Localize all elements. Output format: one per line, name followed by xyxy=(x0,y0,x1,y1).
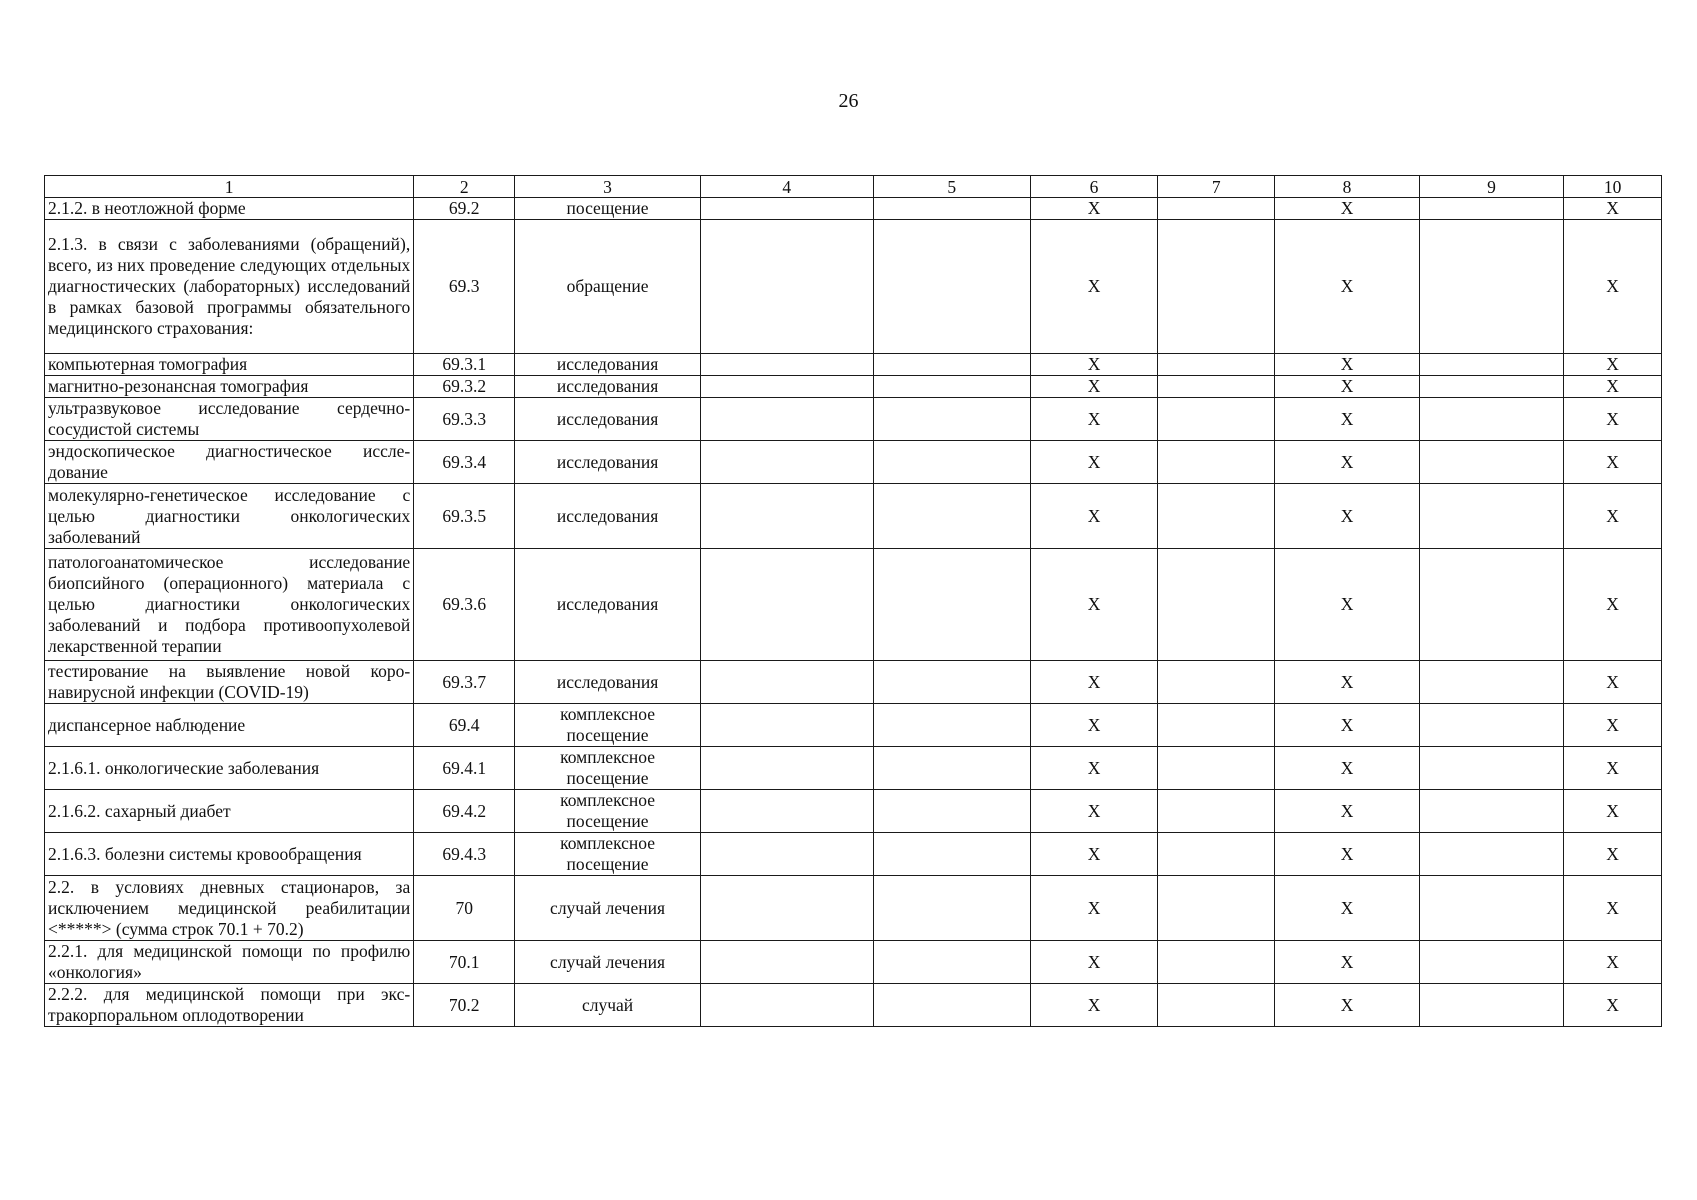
table-row xyxy=(45,441,1662,484)
col5-cell xyxy=(873,484,1030,549)
row-name-cell: молекулярно-генетическое исследование с целью диагностики онкологических заболеваний xyxy=(45,484,414,549)
col6-mark-cell: X xyxy=(1031,198,1158,220)
col5-cell xyxy=(873,790,1030,833)
col9-cell xyxy=(1419,941,1563,984)
col10-mark-cell: X xyxy=(1564,661,1662,704)
col8-mark-cell: X xyxy=(1275,790,1419,833)
col7-cell xyxy=(1158,747,1275,790)
row-code-cell: 69.3.1 xyxy=(414,354,515,376)
page-number: 26 xyxy=(838,90,859,112)
col9-cell xyxy=(1419,354,1563,376)
col7-cell xyxy=(1158,661,1275,704)
col4-cell xyxy=(700,354,873,376)
data-table xyxy=(44,175,1662,1027)
col5-cell xyxy=(873,376,1030,398)
col4-cell xyxy=(700,876,873,941)
row-name-cell: ультразвуковое исследование сердечно-сосудистой системы xyxy=(45,398,414,441)
col5-cell xyxy=(873,747,1030,790)
col4-cell xyxy=(700,441,873,484)
col8-mark-cell: X xyxy=(1275,704,1419,747)
row-code-cell: 69.3.5 xyxy=(414,484,515,549)
col10-mark-cell: X xyxy=(1564,354,1662,376)
col4-cell xyxy=(700,220,873,354)
col4-cell xyxy=(700,941,873,984)
col7-cell xyxy=(1158,484,1275,549)
col9-cell xyxy=(1419,661,1563,704)
col7-cell xyxy=(1158,376,1275,398)
col6-mark-cell: X xyxy=(1031,661,1158,704)
col10-mark-cell: X xyxy=(1564,790,1662,833)
table-row xyxy=(45,198,1662,220)
col7-cell xyxy=(1158,941,1275,984)
col9-cell xyxy=(1419,220,1563,354)
table-row xyxy=(45,704,1662,747)
col6-mark-cell: X xyxy=(1031,549,1158,661)
table-row xyxy=(45,354,1662,376)
column-header: 10 xyxy=(1564,176,1662,198)
col8-mark-cell: X xyxy=(1275,941,1419,984)
col5-cell xyxy=(873,876,1030,941)
table-row xyxy=(45,747,1662,790)
col7-cell xyxy=(1158,441,1275,484)
row-unit-cell: комплексное посещение xyxy=(515,747,701,790)
col8-mark-cell: X xyxy=(1275,661,1419,704)
col7-cell xyxy=(1158,704,1275,747)
column-header: 6 xyxy=(1031,176,1158,198)
row-code-cell: 69.4.1 xyxy=(414,747,515,790)
col5-cell xyxy=(873,661,1030,704)
col10-mark-cell: X xyxy=(1564,833,1662,876)
col5-cell xyxy=(873,833,1030,876)
col4-cell xyxy=(700,376,873,398)
column-header: 8 xyxy=(1275,176,1419,198)
row-name-cell: компьютерная томография xyxy=(45,354,414,376)
col10-mark-cell: X xyxy=(1564,398,1662,441)
col4-cell xyxy=(700,747,873,790)
col5-cell xyxy=(873,354,1030,376)
col7-cell xyxy=(1158,984,1275,1027)
row-name-cell: 2.1.2. в неотложной форме xyxy=(45,198,414,220)
col5-cell xyxy=(873,704,1030,747)
row-code-cell: 70 xyxy=(414,876,515,941)
col10-mark-cell: X xyxy=(1564,876,1662,941)
col5-cell xyxy=(873,984,1030,1027)
col6-mark-cell: X xyxy=(1031,941,1158,984)
column-header: 2 xyxy=(414,176,515,198)
col9-cell xyxy=(1419,398,1563,441)
row-name-cell: 2.2.1. для медицинской помощи по профилю «онкология» xyxy=(45,941,414,984)
table-row xyxy=(45,484,1662,549)
col6-mark-cell: X xyxy=(1031,484,1158,549)
row-unit-cell: комплексное посещение xyxy=(515,833,701,876)
row-name-cell: патологоанатомическое исследование биопсийного (операционного) материала с целью диагностики онкологических заболеваний и подбора противоопухолевой лекарственной терапии xyxy=(45,549,414,661)
column-header: 1 xyxy=(45,176,414,198)
col5-cell xyxy=(873,549,1030,661)
col10-mark-cell: X xyxy=(1564,198,1662,220)
col6-mark-cell: X xyxy=(1031,441,1158,484)
column-header: 5 xyxy=(873,176,1030,198)
col9-cell xyxy=(1419,747,1563,790)
col8-mark-cell: X xyxy=(1275,220,1419,354)
row-name-cell: тестирование на выявление новой коронавирусной инфекции (COVID-19) xyxy=(45,661,414,704)
row-unit-cell: исследования xyxy=(515,484,701,549)
row-name-cell: эндоскопическое диагностическое исследование xyxy=(45,441,414,484)
row-unit-cell: комплексное посещение xyxy=(515,704,701,747)
table-row xyxy=(45,876,1662,941)
col8-mark-cell: X xyxy=(1275,198,1419,220)
column-number-row xyxy=(45,176,1662,198)
column-header: 4 xyxy=(700,176,873,198)
row-unit-cell: обращение xyxy=(515,220,701,354)
col6-mark-cell: X xyxy=(1031,833,1158,876)
col7-cell xyxy=(1158,398,1275,441)
col8-mark-cell: X xyxy=(1275,876,1419,941)
column-header: 7 xyxy=(1158,176,1275,198)
table-row xyxy=(45,376,1662,398)
row-unit-cell: случай лечения xyxy=(515,941,701,984)
row-code-cell: 69.2 xyxy=(414,198,515,220)
col6-mark-cell: X xyxy=(1031,704,1158,747)
row-name-cell: 2.1.6.3. болезни системы кровообращения xyxy=(45,833,414,876)
col4-cell xyxy=(700,704,873,747)
row-code-cell: 69.3 xyxy=(414,220,515,354)
col8-mark-cell: X xyxy=(1275,376,1419,398)
row-code-cell: 70.2 xyxy=(414,984,515,1027)
row-unit-cell: случай xyxy=(515,984,701,1027)
col6-mark-cell: X xyxy=(1031,984,1158,1027)
col10-mark-cell: X xyxy=(1564,441,1662,484)
col5-cell xyxy=(873,220,1030,354)
col8-mark-cell: X xyxy=(1275,484,1419,549)
table-row xyxy=(45,549,1662,661)
col8-mark-cell: X xyxy=(1275,441,1419,484)
row-unit-cell: посещение xyxy=(515,198,701,220)
col5-cell xyxy=(873,941,1030,984)
col9-cell xyxy=(1419,441,1563,484)
row-code-cell: 70.1 xyxy=(414,941,515,984)
col5-cell xyxy=(873,441,1030,484)
col4-cell xyxy=(700,833,873,876)
row-unit-cell: исследования xyxy=(515,441,701,484)
column-header: 3 xyxy=(515,176,701,198)
table-row xyxy=(45,984,1662,1027)
col8-mark-cell: X xyxy=(1275,398,1419,441)
row-code-cell: 69.3.3 xyxy=(414,398,515,441)
col8-mark-cell: X xyxy=(1275,354,1419,376)
col4-cell xyxy=(700,984,873,1027)
row-name-cell: магнитно-резонансная томография xyxy=(45,376,414,398)
col9-cell xyxy=(1419,376,1563,398)
table-row xyxy=(45,398,1662,441)
col7-cell xyxy=(1158,220,1275,354)
row-name-cell: 2.1.6.1. онкологические заболевания xyxy=(45,747,414,790)
col5-cell xyxy=(873,398,1030,441)
col7-cell xyxy=(1158,549,1275,661)
col9-cell xyxy=(1419,876,1563,941)
col5-cell xyxy=(873,198,1030,220)
table-row xyxy=(45,833,1662,876)
col4-cell xyxy=(700,398,873,441)
col4-cell xyxy=(700,790,873,833)
column-header: 9 xyxy=(1419,176,1563,198)
col4-cell xyxy=(700,549,873,661)
row-name-cell: 2.2.2. для медицинской помощи при экстракорпоральном оплодотворении xyxy=(45,984,414,1027)
col10-mark-cell: X xyxy=(1564,704,1662,747)
col6-mark-cell: X xyxy=(1031,220,1158,354)
col10-mark-cell: X xyxy=(1564,220,1662,354)
col4-cell xyxy=(700,484,873,549)
col10-mark-cell: X xyxy=(1564,376,1662,398)
row-unit-cell: исследования xyxy=(515,549,701,661)
col10-mark-cell: X xyxy=(1564,941,1662,984)
col7-cell xyxy=(1158,790,1275,833)
col4-cell xyxy=(700,198,873,220)
col9-cell xyxy=(1419,790,1563,833)
row-code-cell: 69.3.4 xyxy=(414,441,515,484)
row-code-cell: 69.4.3 xyxy=(414,833,515,876)
col8-mark-cell: X xyxy=(1275,833,1419,876)
row-unit-cell: исследования xyxy=(515,398,701,441)
col6-mark-cell: X xyxy=(1031,790,1158,833)
table-row xyxy=(45,661,1662,704)
col10-mark-cell: X xyxy=(1564,984,1662,1027)
row-unit-cell: случай лечения xyxy=(515,876,701,941)
table-row xyxy=(45,941,1662,984)
col8-mark-cell: X xyxy=(1275,984,1419,1027)
col7-cell xyxy=(1158,833,1275,876)
table-row xyxy=(45,220,1662,354)
col4-cell xyxy=(700,661,873,704)
row-name-cell: диспансерное наблюдение xyxy=(45,704,414,747)
row-unit-cell: исследования xyxy=(515,354,701,376)
col9-cell xyxy=(1419,484,1563,549)
col6-mark-cell: X xyxy=(1031,398,1158,441)
col9-cell xyxy=(1419,198,1563,220)
col9-cell xyxy=(1419,984,1563,1027)
col8-mark-cell: X xyxy=(1275,747,1419,790)
row-name-cell: 2.1.6.2. сахарный диабет xyxy=(45,790,414,833)
row-code-cell: 69.4.2 xyxy=(414,790,515,833)
col7-cell xyxy=(1158,876,1275,941)
col6-mark-cell: X xyxy=(1031,876,1158,941)
col10-mark-cell: X xyxy=(1564,484,1662,549)
col7-cell xyxy=(1158,198,1275,220)
row-code-cell: 69.3.2 xyxy=(414,376,515,398)
row-name-cell: 2.2. в условиях дневных стационаров, за исключением медицинской реабилитации <*****> (сумма строк 70.1 + 70.2) xyxy=(45,876,414,941)
col9-cell xyxy=(1419,833,1563,876)
col9-cell xyxy=(1419,704,1563,747)
col10-mark-cell: X xyxy=(1564,747,1662,790)
col7-cell xyxy=(1158,354,1275,376)
row-code-cell: 69.3.6 xyxy=(414,549,515,661)
row-code-cell: 69.4 xyxy=(414,704,515,747)
row-name-cell: 2.1.3. в связи с заболеваниями (обращений), всего, из них проведение следующих отдельных диагностических (лабораторных) исследований в рамках базовой программы обязательного медицинского страхования: xyxy=(45,220,414,354)
col6-mark-cell: X xyxy=(1031,747,1158,790)
row-code-cell: 69.3.7 xyxy=(414,661,515,704)
table-row xyxy=(45,790,1662,833)
col9-cell xyxy=(1419,549,1563,661)
row-unit-cell: исследования xyxy=(515,376,701,398)
row-unit-cell: комплексное посещение xyxy=(515,790,701,833)
col6-mark-cell: X xyxy=(1031,354,1158,376)
row-unit-cell: исследования xyxy=(515,661,701,704)
col10-mark-cell: X xyxy=(1564,549,1662,661)
col6-mark-cell: X xyxy=(1031,376,1158,398)
col8-mark-cell: X xyxy=(1275,549,1419,661)
table-body xyxy=(45,176,1662,1027)
